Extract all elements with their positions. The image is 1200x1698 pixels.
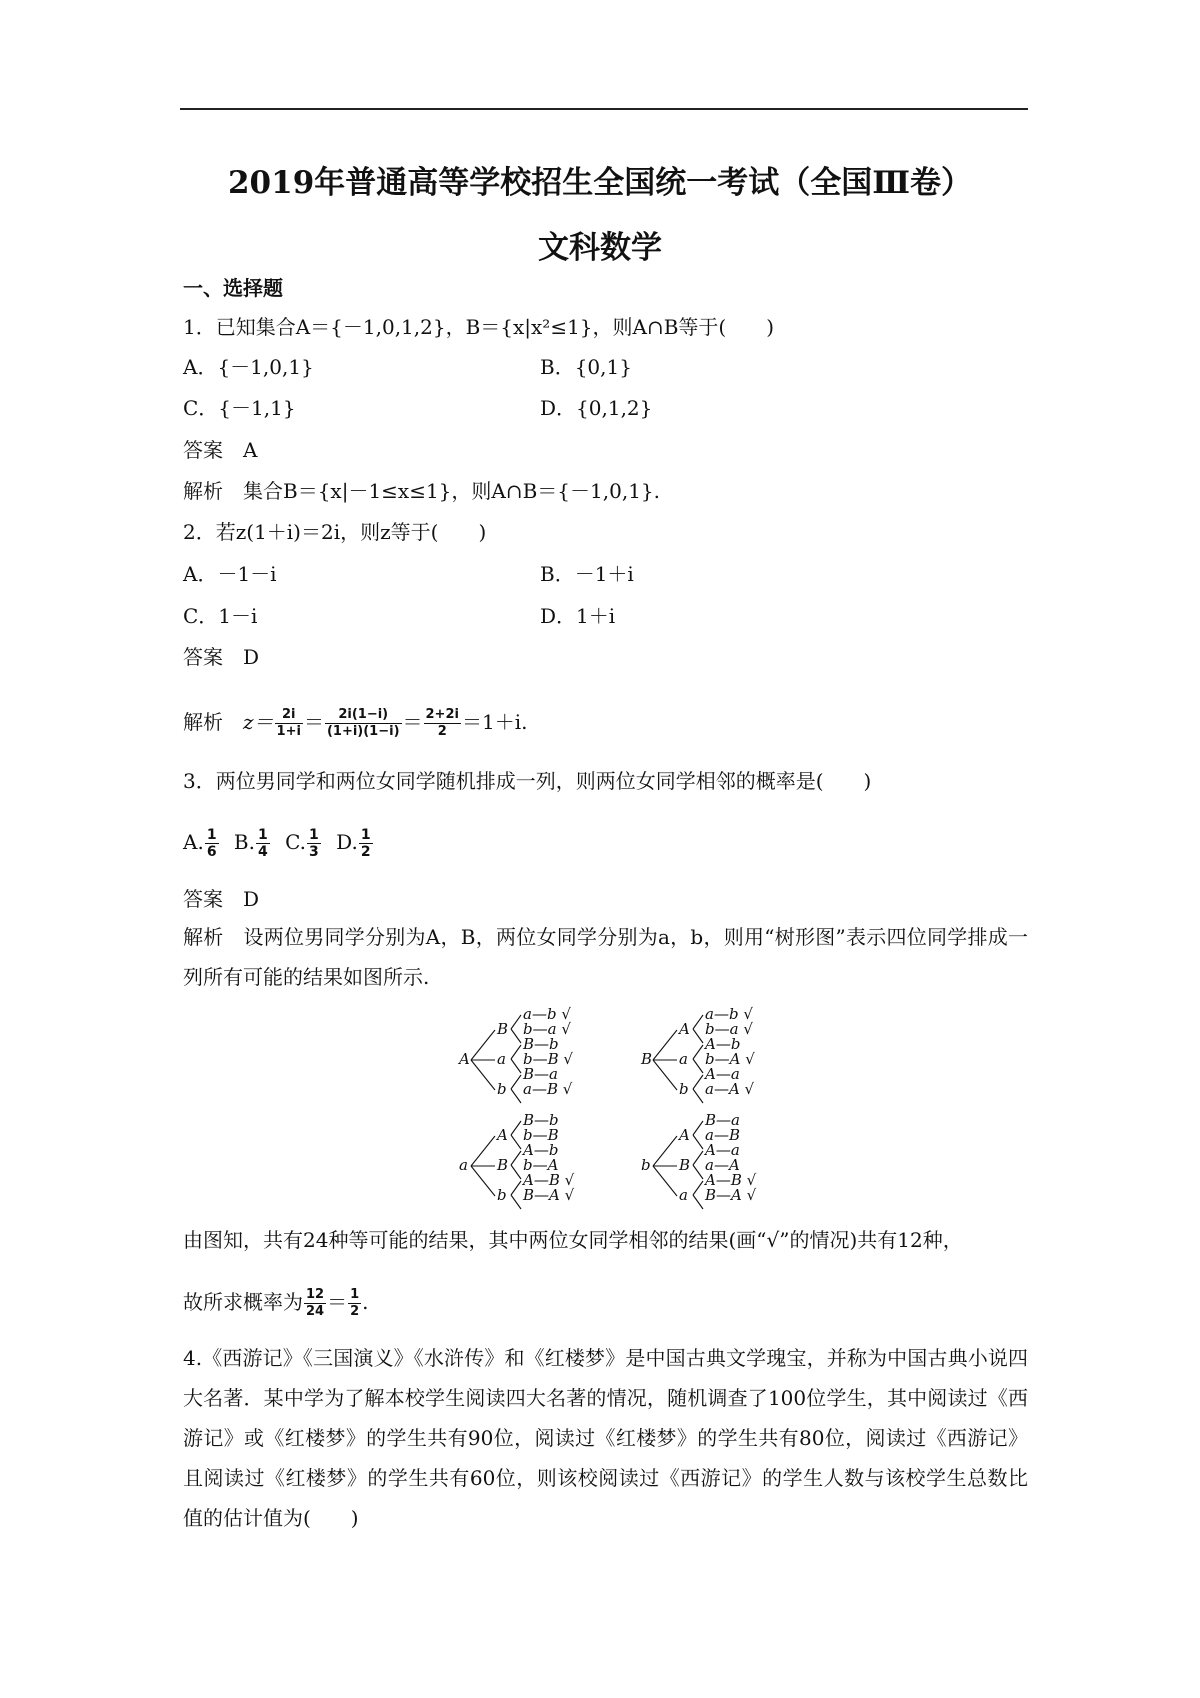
q3-options: A. $\frac{1}{6}$ B. $\frac{1}{4}$ C. $\frac{1}{3}$ D. $\frac{1}{2}$ [183, 827, 371, 860]
tree-b-branch-3: a [679, 1186, 688, 1204]
tree-B-branch-2: a [679, 1050, 688, 1068]
tree-A-leaf-2: b—a √ [523, 1020, 571, 1038]
tree-b [641, 1111, 757, 1209]
fraction: $\frac{1}{2}$ [350, 1287, 360, 1319]
fraction: $\frac{1}{2}$ [360, 827, 371, 860]
tree-b-root: b [641, 1156, 651, 1174]
q1-stem: 1．已知集合A＝{－1,0,1,2}，B＝{x|x²≤1}，则A∩B等于( ) [183, 315, 775, 339]
tree-A-leaf-3: B—b [523, 1035, 559, 1053]
q1-option-d: D．{0,1,2} [540, 396, 653, 420]
tree-B-leaf-2: b—a √ [705, 1020, 753, 1038]
tree-a-root: a [459, 1156, 468, 1174]
fraction: $\frac{1}{6}$ [206, 827, 217, 860]
tree-A-branch-1: B [497, 1020, 509, 1038]
page-title: 2019年普通高等学校招生全国统一考试（全国Ⅲ卷） [227, 165, 973, 201]
tree-a-branch-1: A [497, 1126, 508, 1144]
tree-A-leaf-4: b—B √ [523, 1050, 573, 1068]
fraction: $\frac{2+2i}{2}$ [425, 707, 459, 739]
q2-analysis: 解析 z＝ $\frac{2i}{1+i}$ ＝ $\frac{2i(1-i)}{(1+i)(1-i)}$ ＝ $\frac{2+2i}{2}$ ＝1＋i. [183, 707, 528, 739]
fraction: $\frac{1}{3}$ [309, 827, 319, 860]
q1-option-a: A．{－1,0,1} [183, 355, 314, 379]
tree-B-root: B [641, 1050, 653, 1068]
tree-B-leaf-4: b—A √ [705, 1050, 755, 1068]
header-rule [180, 108, 1028, 110]
q3-answer: 答案 D [183, 887, 260, 911]
tree-B-leaf-6: a—A √ [705, 1080, 755, 1098]
fraction: $\frac{2i(1-i)}{(1+i)(1-i)}$ [326, 707, 400, 739]
q2-option-a: A．－1－i [183, 562, 277, 586]
tree-B-branch-3: b [679, 1080, 689, 1098]
tree-a-leaf-4: b—A [523, 1156, 559, 1174]
tree-a-leaf-5: A—B √ [523, 1171, 575, 1189]
section-heading: 一、选择题 [183, 276, 283, 300]
q3-conclusion: 由图知，共有24种等可能的结果，其中两位女同学相邻的结果(画“√”的情况)共有12种， [183, 1228, 963, 1252]
tree-b-leaf-6: B—A √ [705, 1186, 757, 1204]
q1-option-c: C．{－1,1} [183, 396, 296, 420]
tree-A-branch-3: b [497, 1080, 507, 1098]
q4-stem: 4.《西游记》《三国演义》《水浒传》和《红楼梦》是中国古典文学瑰宝，并称为中国古典小说四大名著．某中学为了解本校学生阅读四大名著的情况，随机调查了100位学生，其中阅读过《西游记》或《红楼梦》的学生共有90位，阅读过《红楼梦》的学生共有80位，阅读过《西游记》且阅读过《红楼梦》的学生共有60位，则该校阅读过《西游记》的学生人数与该校学生总数比值的估计值为( ) [183, 1346, 1028, 1530]
tree-A-branch-2: a [497, 1050, 506, 1068]
tree-a [459, 1111, 575, 1209]
tree-b-leaf-4: a—A [705, 1156, 740, 1174]
q1-option-b: B．{0,1} [540, 355, 632, 379]
page-subtitle: 文科数学 [538, 230, 662, 266]
q2-stem: 2．若z(1＋i)＝2i，则z等于( ) [183, 520, 487, 544]
tree-b-leaf-1: B—a [705, 1111, 740, 1129]
q3-final: 故所求概率为 $\frac{12}{24}$ ＝ $\frac{1}{2}$ . [183, 1287, 369, 1319]
tree-a-branch-2: B [497, 1156, 509, 1174]
tree-a-leaf-6: B—A √ [523, 1186, 575, 1204]
q3-analysis: 解析 设两位男同学分别为A，B，两位女同学分别为a，b，则用“树形图”表示四位同学排成一列所有可能的结果如图所示. [183, 925, 1028, 989]
tree-a-leaf-3: A—b [523, 1141, 559, 1159]
tree-b-leaf-2: a—B [705, 1126, 740, 1144]
q1-answer: 答案 A [183, 438, 258, 462]
tree-A-leaf-1: a—b √ [523, 1005, 571, 1023]
tree-A-root: A [459, 1050, 470, 1068]
q2-option-b: B．－1＋i [540, 562, 634, 586]
tree-b-branch-1: A [679, 1126, 690, 1144]
tree-a-leaf-1: B—b [523, 1111, 559, 1129]
fraction: $\frac{1}{4}$ [257, 827, 268, 860]
tree-diagram [455, 1000, 785, 1212]
q2-option-c: C．1－i [183, 604, 258, 628]
q2-answer: 答案 D [183, 645, 260, 669]
q1-analysis: 解析 集合B＝{x|－1≤x≤1}，则A∩B＝{－1,0,1}. [183, 479, 661, 503]
tree-B-leaf-5: A—a [705, 1065, 740, 1083]
fraction: $\frac{12}{24}$ [306, 1287, 325, 1319]
tree-B-leaf-1: a—b √ [705, 1005, 753, 1023]
tree-a-leaf-2: b—B [523, 1126, 559, 1144]
tree-B [640, 1005, 755, 1103]
tree-B-leaf-3: A—b [705, 1035, 741, 1053]
fraction: $\frac{2i}{1+i}$ [276, 707, 301, 739]
tree-A [457, 1005, 573, 1103]
q3-stem: 3．两位男同学和两位女同学随机排成一列，则两位女同学相邻的概率是( ) [183, 769, 872, 793]
tree-b-branch-2: B [679, 1156, 691, 1174]
tree-A-leaf-6: a—B √ [523, 1080, 573, 1098]
tree-b-leaf-3: A—a [705, 1141, 740, 1159]
tree-a-branch-3: b [497, 1186, 507, 1204]
q2-option-d: D．1＋i [540, 604, 616, 628]
tree-b-leaf-5: A—B √ [705, 1171, 757, 1189]
tree-B-branch-1: A [679, 1020, 690, 1038]
tree-A-leaf-5: B—a [523, 1065, 558, 1083]
